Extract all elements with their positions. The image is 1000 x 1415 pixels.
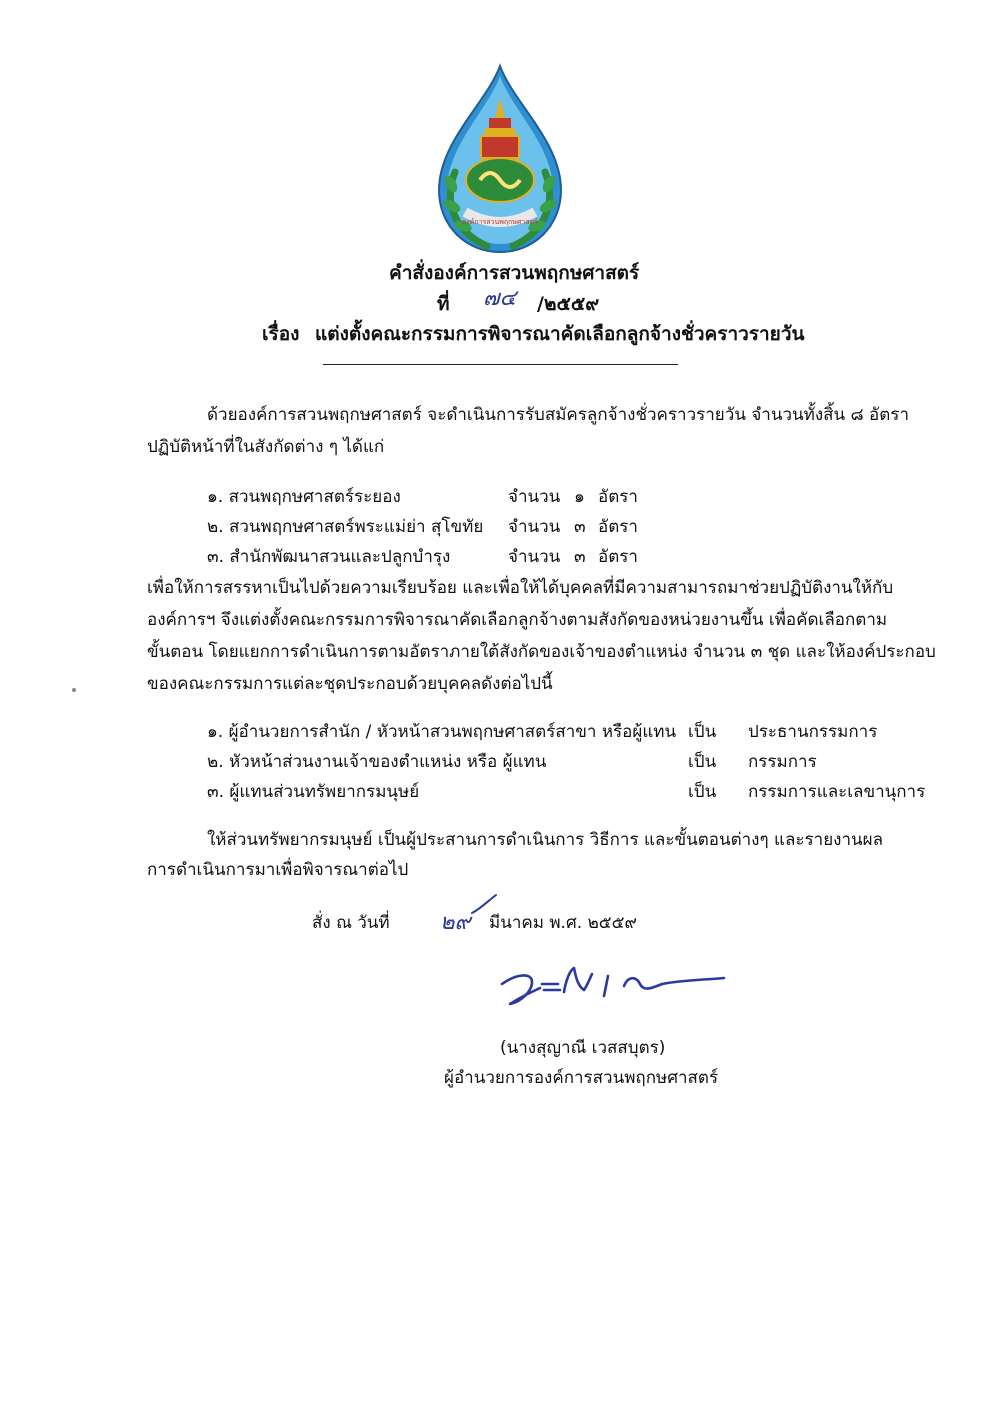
position-unit: อัตรา (598, 517, 638, 537)
committee-role: กรรมการและเลขานุการ (748, 782, 926, 802)
committee-member: ๒. หัวหน้าส่วนงานเจ้าของตำแหน่ง หรือ ผู้แทน (207, 752, 547, 772)
position-name: ๓. สำนักพัฒนาสวนและปลูกบำรุง (207, 547, 451, 567)
assignment-line: การดำเนินการมาเพื่อพิจารณาต่อไป (147, 860, 409, 880)
position-name: ๑. สวนพฤกษศาสตร์ระยอง (207, 487, 401, 507)
committee-as: เป็น (688, 752, 717, 772)
signatory-name: (นางสุญาณี เวสสบุตร) (500, 1038, 666, 1058)
intro-line: ด้วยองค์การสวนพฤกษศาสตร์ จะดำเนินการรับสมัครลูกจ้างชั่วคราวรายวัน จำนวนทั้งสิ้น ๘ อัตรา (207, 405, 909, 425)
committee-as: เป็น (688, 782, 717, 802)
purpose-line: ขั้นตอน โดยแยกการดำเนินการตามอัตราภายใต้สังกัดของเจ้าของตำแหน่ง จำนวน ๓ ชุด และให้องค์ประกอบ (147, 642, 936, 662)
order-date-prefix: สั่ง ณ วันที่ (312, 913, 390, 933)
position-count: ๓ (574, 517, 586, 537)
position-unit: อัตรา (598, 487, 638, 507)
committee-role: กรรมการ (748, 752, 817, 772)
signatory-position: ผู้อำนวยการองค์การสวนพฤกษศาสตร์ (444, 1068, 719, 1088)
assignment-line: ให้ส่วนทรัพยากรมนุษย์ เป็นผู้ประสานการดำเนินการ วิธีการ และขั้นตอนต่างๆ และรายงานผล (207, 830, 884, 850)
position-count-label: จำนวน (508, 517, 561, 537)
purpose-line: ของคณะกรรมการแต่ละชุดประกอบด้วยบุคคลดังต่อไปนี้ (147, 674, 553, 694)
order-number-suffix: /๒๕๕๙ (537, 293, 600, 315)
seal-emblem (425, 62, 575, 257)
position-name: ๒. สวนพฤกษศาสตร์พระแม่ย่า สุโขทัย (207, 517, 484, 537)
committee-as: เป็น (688, 722, 717, 742)
position-count-label: จำนวน (508, 487, 561, 507)
header-divider (323, 364, 678, 365)
purpose-line: องค์การฯ จึงแต่งตั้งคณะกรรมการพิจารณาคัดเลือกลูกจ้างตามสังกัดของหน่วยงานขึ้น เพื่อคัดเลือกตาม (147, 610, 888, 630)
purpose-line: เพื่อให้การสรรหาเป็นไปด้วยความเรียบร้อย และเพื่อให้ได้บุคคลที่มีความสามารถมาช่วยปฏิบัติงานให้กับ (147, 578, 894, 598)
committee-member: ๑. ผู้อำนวยการสำนัก / หัวหน้าสวนพฤกษศาสตร์สาขา หรือผู้แทน (207, 722, 677, 742)
intro-line: ปฏิบัติหน้าที่ในสังกัดต่าง ๆ ได้แก่ (147, 437, 385, 457)
order-date-day-handwritten: ๒๙ (440, 910, 471, 935)
committee-role: ประธานกรรมการ (748, 722, 878, 742)
svg-text:องค์การสวนพฤกษศาสตร์: องค์การสวนพฤกษศาสตร์ (462, 218, 538, 226)
order-title: คำสั่งองค์การสวนพฤกษศาสตร์ (389, 262, 640, 284)
subject-label: เรื่อง (262, 323, 300, 345)
order-number-handwritten: ๗๔ (483, 286, 517, 311)
handwritten-signature (492, 962, 732, 1012)
position-count: ๑ (574, 487, 585, 507)
committee-member: ๓. ผู้แทนส่วนทรัพยากรมนุษย์ (207, 782, 420, 802)
position-count: ๓ (574, 547, 586, 567)
scan-speck (72, 688, 76, 692)
order-date-rest: มีนาคม พ.ศ. ๒๕๕๙ (489, 913, 637, 933)
position-unit: อัตรา (598, 547, 638, 567)
subject-text: แต่งตั้งคณะกรรมการพิจารณาคัดเลือกลูกจ้างชั่วคราวรายวัน (315, 323, 805, 345)
order-number-prefix: ที่ (437, 293, 450, 315)
position-count-label: จำนวน (508, 547, 561, 567)
